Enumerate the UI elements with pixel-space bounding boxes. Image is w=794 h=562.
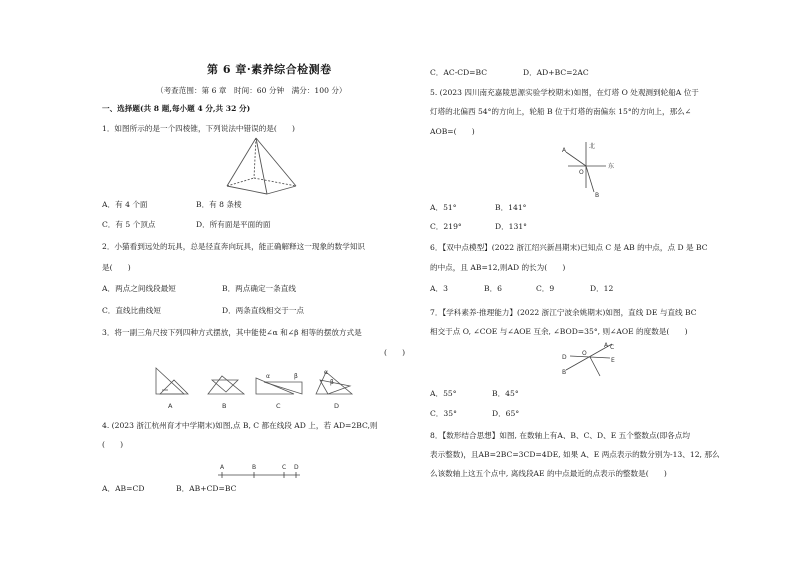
q2-stem-cont: 是( ) bbox=[102, 263, 131, 272]
point-b: B bbox=[252, 464, 257, 471]
q5-stem: 5. (2023 四川南充嘉陵思源实验学校期末)如图，在灯塔 O 处观测到轮船A 位于 bbox=[430, 88, 699, 97]
q5-stem-cont1: 灯塔的北偏西 54°的方向上，轮船 B 位于灯塔的南偏东 15°的方向上，那么∠ bbox=[430, 107, 692, 116]
q7-stem: 7．【学科素养·推理能力】(2022 浙江宁波余姚期末)如图，直线 DE 与直线 BC bbox=[430, 308, 697, 317]
q1-stem: 1．如图所示的是一个四棱锥，下列说法中错误的是( ) bbox=[102, 124, 296, 133]
q6-option-d[interactable]: D．12 bbox=[590, 284, 614, 293]
q1-option-c[interactable]: C．有 5 个顶点 bbox=[102, 220, 156, 229]
fig-point-a: A bbox=[604, 342, 609, 349]
q2-option-c[interactable]: C．直线比曲线短 bbox=[102, 306, 161, 315]
q6-option-a[interactable]: A．3 bbox=[430, 284, 448, 293]
point-c: C bbox=[282, 464, 287, 471]
q7-option-c[interactable]: C．35° bbox=[430, 409, 457, 418]
q1-option-a[interactable]: A．有 4 个面 bbox=[102, 200, 148, 209]
q4-stem-cont: ( ) bbox=[102, 440, 124, 449]
q7-stem-cont: 相交于点 O, ∠COE 与∠AOE 互余, ∠BOD=35°, 则∠AOE 的度数是( ) bbox=[430, 327, 688, 336]
point-a: A bbox=[220, 464, 225, 471]
q1-option-b[interactable]: B．有 8 条棱 bbox=[196, 200, 242, 209]
beta-mark-d: β bbox=[330, 379, 334, 386]
q3-figures bbox=[152, 364, 362, 412]
point-a-label: A bbox=[562, 147, 567, 154]
q3-answer-paren: ( ) bbox=[384, 348, 406, 357]
q8-stem: 8．【数形结合思想】如图, 在数轴上有A、B、C、D、E 五个整数点(即各点均 bbox=[430, 431, 690, 440]
fig-point-d: D bbox=[562, 354, 567, 361]
q3-label-b: B bbox=[222, 402, 227, 410]
q8-stem-cont1: 表示整数)，且AB=2BC=3CD=4DE, 如果 A、E 两点表示的数分别为-13、12, 那么 bbox=[430, 450, 720, 459]
compass-figure bbox=[562, 140, 618, 198]
fig-point-e: E bbox=[611, 357, 615, 364]
point-d: D bbox=[294, 464, 299, 471]
alpha-mark-c: α bbox=[266, 373, 270, 380]
segment-figure bbox=[216, 459, 302, 483]
q4-option-a[interactable]: A．AB=CD bbox=[102, 484, 145, 493]
q5-option-b[interactable]: B．141° bbox=[495, 203, 527, 212]
north-label: 北 bbox=[589, 143, 596, 150]
beta-mark-c: β bbox=[294, 373, 298, 380]
fig-point-c: C bbox=[610, 344, 615, 351]
q3-label-c: C bbox=[276, 402, 281, 410]
q6-stem: 6．【双中点模型】(2022 浙江绍兴新昌期末)已知点 C 是 AB 的中点，点 D 是 BC bbox=[430, 243, 708, 252]
q6-option-b[interactable]: B．6 bbox=[484, 284, 503, 293]
exam-scope: （考查范围：第 6 章 时间：60 分钟 满分：100 分） bbox=[156, 86, 347, 95]
q4-option-d[interactable]: D．AD+BC=2AC bbox=[523, 68, 589, 77]
point-o-label: O bbox=[579, 169, 584, 176]
q4-option-b[interactable]: B．AB+CD=BC bbox=[176, 484, 237, 493]
section-title: 一、选择题(共 8 题,每小题 4 分,共 32 分) bbox=[102, 104, 251, 113]
q6-stem-cont: 的中点，且 AB=12,则AD 的长为( ) bbox=[430, 263, 566, 272]
q5-option-a[interactable]: A．51° bbox=[430, 203, 457, 212]
q8-stem-cont2: 么该数轴上这五个点中, 离线段AE 的中点最近的点表示的整数是( ) bbox=[430, 469, 667, 478]
intersecting-lines-figure bbox=[560, 340, 620, 380]
fig-point-o: O bbox=[582, 350, 587, 357]
q5-option-d[interactable]: D．131° bbox=[495, 222, 527, 231]
point-b-label: B bbox=[595, 192, 600, 198]
fig-point-b: B bbox=[562, 369, 567, 376]
q2-option-b[interactable]: B．两点确定一条直线 bbox=[222, 284, 296, 293]
q3-stem: 3．将一副三角尺按下列四种方式摆放，其中能使∠α 和∠β 相等的摆放方式是 bbox=[102, 328, 362, 337]
pyramid-figure bbox=[222, 136, 302, 198]
q2-stem: 2．小猫看到远处的玩具，总是径直奔向玩具，能正确解释这一现象的数学知识 bbox=[102, 242, 366, 251]
q5-option-c[interactable]: C．219° bbox=[430, 222, 462, 231]
q7-option-a[interactable]: A．55° bbox=[430, 389, 457, 398]
q6-option-c[interactable]: C．9 bbox=[536, 284, 555, 293]
q3-label-d: D bbox=[334, 402, 340, 410]
q4-stem: 4. (2023 浙江杭州育才中学期末)如图,点 B, C 都在线段 AD 上，若 AD=2BC,则 bbox=[102, 421, 378, 430]
q1-option-d[interactable]: D．所有面是平面的面 bbox=[196, 220, 271, 229]
q7-option-b[interactable]: B．45° bbox=[492, 389, 519, 398]
alpha-mark-d: α bbox=[324, 369, 328, 376]
page-title: 第 6 章·素养综合检测卷 bbox=[207, 63, 332, 76]
q2-option-a[interactable]: A．两点之间线段最短 bbox=[102, 284, 176, 293]
q4-option-c[interactable]: C．AC-CD=BC bbox=[430, 68, 488, 77]
q7-option-d[interactable]: D．65° bbox=[492, 409, 520, 418]
east-label: 东 bbox=[608, 163, 615, 170]
q5-stem-cont2: AOB=( ) bbox=[430, 127, 475, 136]
q3-label-a: A bbox=[168, 402, 173, 410]
q2-option-d[interactable]: D．两条直线相交于一点 bbox=[222, 306, 305, 315]
